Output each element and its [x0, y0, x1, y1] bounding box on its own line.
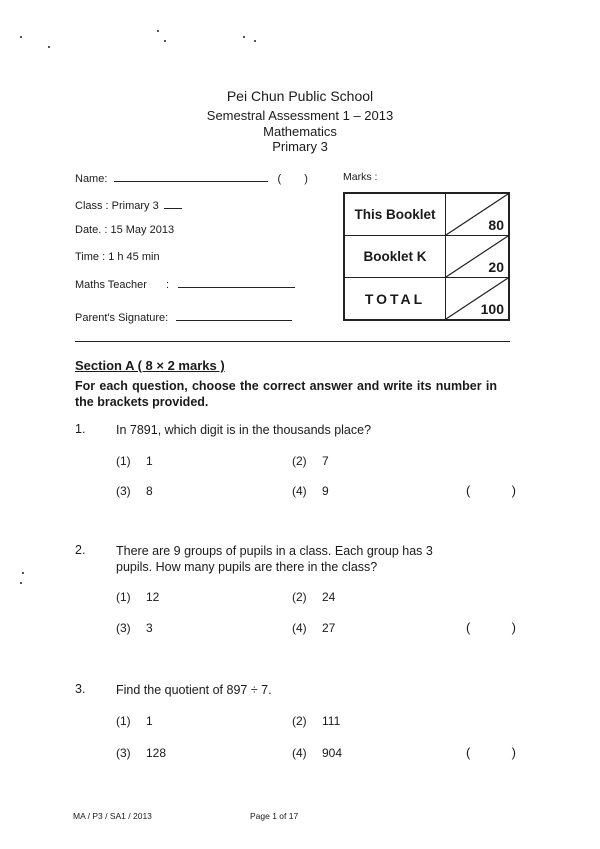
class-label: Class : Primary 3: [75, 200, 159, 212]
question-text: Find the quotient of 897 ÷ 7.: [116, 683, 272, 697]
bracket-close: ): [511, 483, 516, 498]
scan-speck: [164, 40, 166, 42]
option-value: 12: [146, 590, 160, 604]
option-key: (2): [292, 454, 307, 468]
option-key: (4): [292, 621, 307, 635]
subject-title: Mathematics: [263, 124, 337, 139]
register-bracket-open: (: [277, 173, 282, 185]
bracket-open: (: [466, 745, 471, 760]
name-row: [75, 171, 308, 185]
question-text: In 7891, which digit is in the thousands place?: [116, 423, 372, 437]
option: [292, 746, 342, 760]
option-key: (4): [292, 746, 307, 760]
scan-speck: [20, 36, 22, 38]
bracket-close: ): [511, 620, 516, 635]
option-key: (3): [116, 746, 131, 760]
scan-speck: [157, 30, 159, 32]
option-value: 24: [322, 590, 336, 604]
question-number: 3.: [75, 682, 86, 696]
option: [116, 454, 153, 468]
option-key: (4): [292, 484, 307, 498]
option-key: (1): [116, 454, 131, 468]
option-key: (2): [292, 714, 307, 728]
level-title: Primary 3: [272, 139, 328, 154]
option-value: 111: [322, 714, 341, 728]
footer-page-number: Page 1 of 17: [250, 811, 299, 821]
option: [116, 714, 153, 728]
class-field[interactable]: [164, 198, 182, 209]
marks-row-booklet-k: [344, 236, 509, 278]
marks-label: Marks :: [343, 171, 378, 183]
marks-row-score: 80: [488, 217, 504, 233]
option: [292, 714, 340, 728]
section-title: Section A ( 8 × 2 marks ): [75, 358, 225, 373]
marks-row-score: 100: [480, 301, 504, 317]
option-value: 9: [322, 484, 329, 498]
option-value: 904: [322, 746, 343, 760]
scan-speck: [243, 36, 245, 38]
parent-signature-field[interactable]: [176, 310, 292, 321]
marks-row-total: [344, 278, 509, 321]
option-key: (3): [116, 484, 131, 498]
option-value: 3: [146, 621, 153, 635]
bracket-open: (: [466, 620, 471, 635]
scan-speck: [48, 46, 50, 48]
option-value: 1: [146, 454, 153, 468]
option: [116, 746, 166, 760]
parent-label: Parent's Signature:: [75, 312, 169, 324]
option-value: 8: [146, 484, 153, 498]
marks-score-cell: [446, 236, 510, 278]
question-number: 2.: [75, 543, 86, 557]
answer-bracket[interactable]: [466, 745, 516, 760]
register-bracket-close: ): [304, 173, 308, 185]
option-key: (1): [116, 714, 131, 728]
marks-table: [343, 192, 510, 321]
section-instructions: For each question, choose the correct answer and write its number in the brackets provided.: [75, 379, 497, 409]
marks-row-label: This Booklet: [344, 193, 446, 236]
marks-score-cell: [446, 193, 510, 236]
option: [292, 621, 335, 635]
option: [116, 621, 153, 635]
footer-code: MA / P3 / SA1 / 2013: [73, 811, 152, 821]
marks-score-cell: [446, 278, 510, 321]
option: [116, 484, 153, 498]
scan-speck: [22, 572, 24, 574]
answer-bracket[interactable]: [466, 483, 516, 498]
school-name: Pei Chun Public School: [226, 88, 374, 104]
option-value: 1: [146, 714, 153, 728]
name-label: Name:: [75, 173, 108, 185]
time-label: Time : 1 h 45 min: [75, 251, 160, 263]
marks-row-score: 20: [488, 259, 504, 275]
parent-row: [75, 310, 292, 324]
marks-row-this-booklet: [344, 193, 509, 236]
teacher-colon: :: [166, 279, 170, 291]
scan-speck: [20, 582, 22, 584]
marks-row-label: Booklet K: [344, 236, 446, 278]
bracket-close: ): [511, 745, 516, 760]
scan-speck: [254, 40, 256, 42]
option: [292, 590, 335, 604]
teacher-field[interactable]: [178, 277, 295, 288]
option-key: (2): [292, 590, 307, 604]
section-divider: [75, 341, 510, 342]
assessment-title: Semestral Assessment 1 – 2013: [206, 108, 394, 123]
date-label: Date. : 15 May 2013: [75, 224, 175, 236]
option: [292, 454, 329, 468]
question-text: There are 9 groups of pupils in a class. Each group has 3 pupils. How many pupils are there in the class?: [116, 544, 433, 574]
class-row: [75, 198, 182, 212]
question-number: 1.: [75, 422, 86, 436]
teacher-row: [75, 277, 295, 291]
option-key: (3): [116, 621, 131, 635]
bracket-open: (: [466, 483, 471, 498]
option-value: 27: [322, 621, 336, 635]
option-key: (1): [116, 590, 131, 604]
option: [116, 590, 159, 604]
option-value: 128: [146, 746, 167, 760]
teacher-label: Maths Teacher: [75, 279, 147, 291]
answer-bracket[interactable]: [466, 620, 516, 635]
option-value: 7: [322, 454, 329, 468]
marks-row-label: TOTAL: [344, 278, 446, 321]
option: [292, 484, 329, 498]
name-field[interactable]: [114, 171, 268, 182]
